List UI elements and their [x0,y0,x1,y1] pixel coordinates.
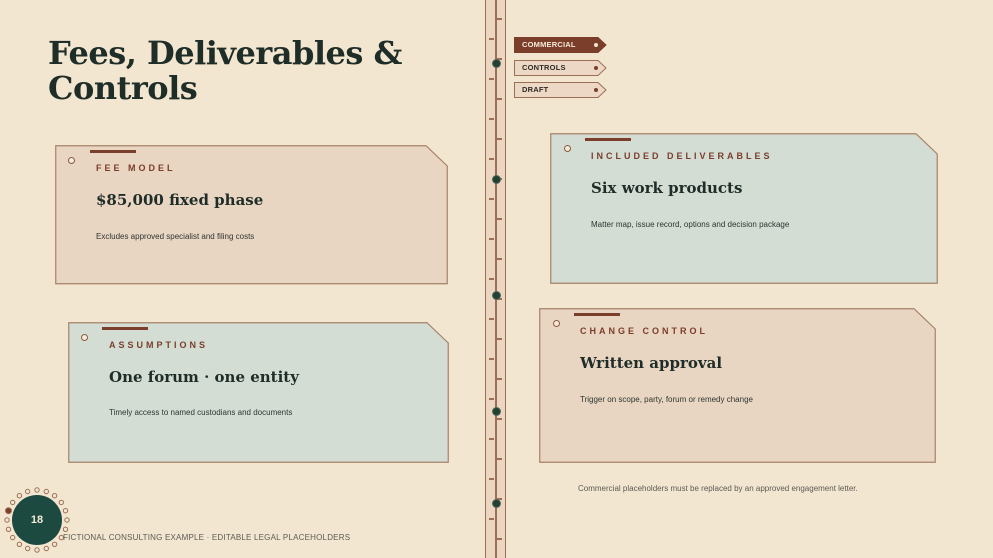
ring-dot [59,500,63,504]
card-hole [81,334,88,341]
ring-dot [5,518,9,522]
ring-dot [52,494,56,498]
ring-dot [11,535,15,539]
card-heading: One forum · one entity [109,368,299,386]
card-heading: Six work products [591,179,743,197]
ring-dot [17,542,21,546]
ring-dot [26,546,30,550]
rail-tick [489,358,494,360]
rail-tick [489,318,494,320]
rail-tick [497,218,502,220]
rail-center-line [495,0,497,558]
rail-tick [497,538,502,540]
card-kicker: CHANGE CONTROL [580,326,708,336]
rail-node [492,175,501,184]
rail-tick [497,18,502,20]
ring-dot [52,542,56,546]
rail-node [492,407,501,416]
card-accent-strip [574,313,620,316]
ring-dot [35,488,39,492]
card-heading: Written approval [580,354,723,372]
ring-dot [63,527,67,531]
rail-tick [489,238,494,240]
deliverables-card [550,133,938,284]
tab-label: DRAFT [522,85,549,94]
card-hole [553,320,560,327]
ring-dot [65,518,69,522]
rail-node [492,59,501,68]
rail-node [492,291,501,300]
tab-label: CONTROLS [522,63,566,72]
assumptions-card [68,322,449,463]
rail-node [492,499,501,508]
rail-tick [489,158,494,160]
rail-tick [497,98,502,100]
tab-label: COMMERCIAL [522,40,576,49]
fee-model-card [55,145,448,285]
rail-tick [497,418,502,420]
card-body: Trigger on scope, party, forum or remedy change [580,395,753,404]
card-accent-strip [585,138,631,141]
rail-tick [489,278,494,280]
card-body: Timely access to named custodians and documents [109,408,293,417]
card-kicker: ASSUMPTIONS [109,340,209,350]
ring-dot [17,494,21,498]
rail-tick [497,338,502,340]
ring-dot [11,500,15,504]
page-title: Fees, Deliverables & Controls [48,34,402,107]
rail-tick [489,198,494,200]
rail-tick [497,258,502,260]
card-hole [68,157,75,164]
rail-tick [489,518,494,520]
card-body: Excludes approved specialist and filing costs [96,232,255,241]
footer-text: FICTIONAL CONSULTING EXAMPLE · EDITABLE LEGAL PLACEHOLDERS [63,533,351,542]
ring-dot [26,489,30,493]
change-control-card [539,308,936,463]
card-heading: $85,000 fixed phase [96,191,264,209]
tab-commercial[interactable] [514,37,607,53]
rail-tick [497,138,502,140]
card-kicker: INCLUDED DELIVERABLES [591,151,773,161]
rail-tick [489,78,494,80]
ring-dot [6,527,10,531]
rail-tick [489,478,494,480]
card-accent-strip [102,327,148,330]
card-body: Matter map, issue record, options and decision package [591,220,790,229]
ring-dot [35,548,39,552]
rail-tick [497,378,502,380]
card-accent-strip [90,150,136,153]
page-number-badge: 18 [12,495,62,545]
card-hole [564,145,571,152]
ring-dot [63,509,67,513]
ring-dot [44,489,48,493]
card-kicker: FEE MODEL [96,163,176,173]
tab-controls[interactable] [514,60,607,76]
commercial-note: Commercial placeholders must be replaced by an approved engagement letter. [578,484,858,493]
tab-draft[interactable] [514,82,607,98]
rail-tick [489,438,494,440]
rail-tick [489,118,494,120]
rail-tick [489,398,494,400]
ring-dot [6,508,12,514]
rail-tick [489,38,494,40]
rail-tick [497,458,502,460]
ring-dot [44,546,48,550]
